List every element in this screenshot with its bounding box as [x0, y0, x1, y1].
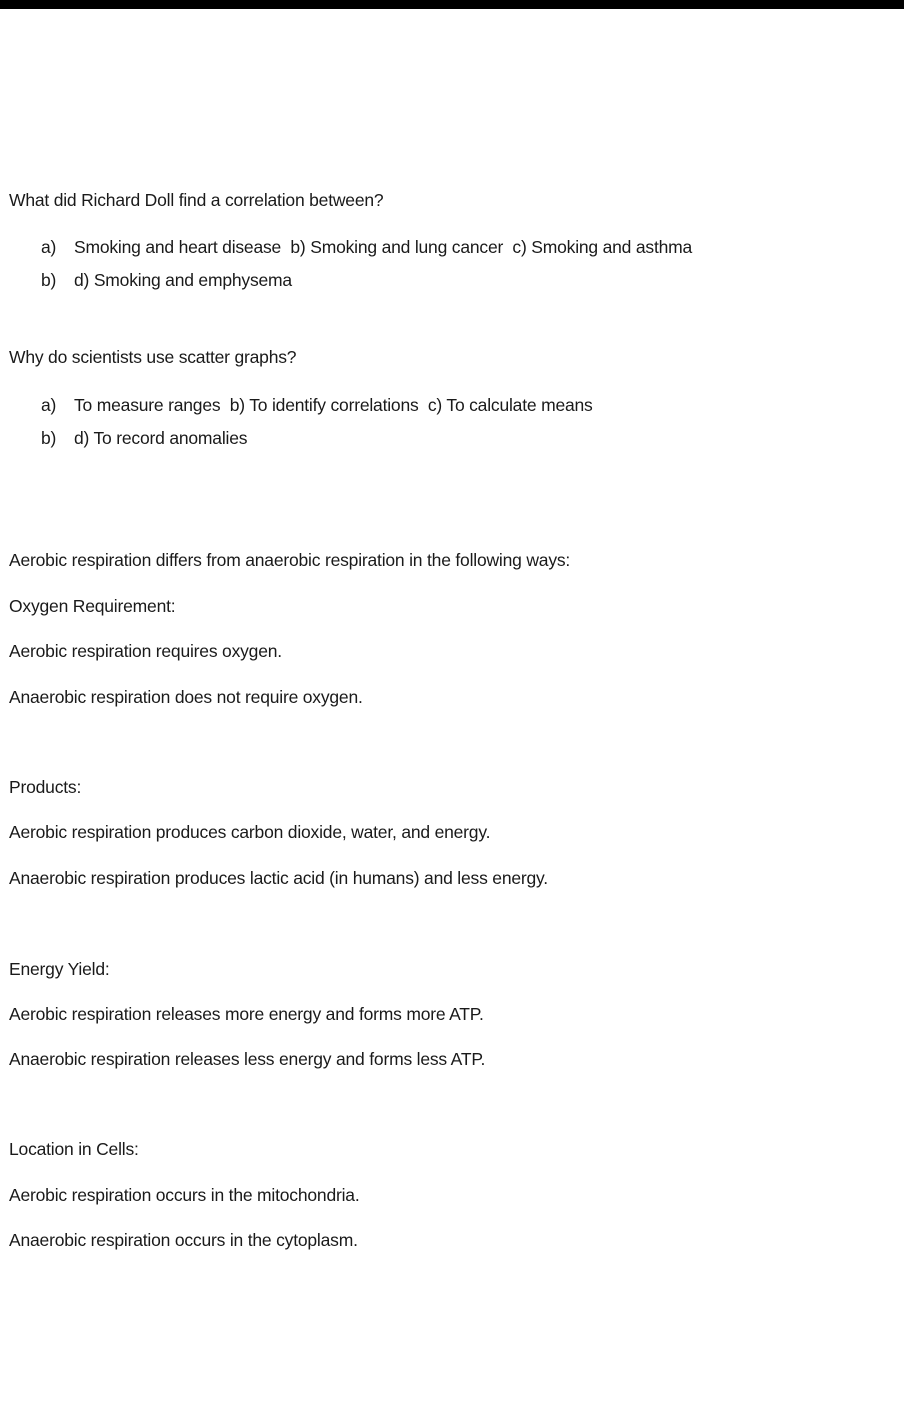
option-label: a) [41, 395, 57, 415]
anaerobic-text: Anaerobic respiration does not require oxygen. [9, 687, 363, 707]
question-2: Why do scientists use scatter graphs? [9, 347, 297, 367]
question-2-options-line-1 [41, 394, 593, 416]
aerobic-text: Aerobic respiration occurs in the mitochondria. [9, 1185, 360, 1205]
question-1: What did Richard Doll find a correlation between? [9, 190, 384, 210]
section-heading: Energy Yield: [9, 959, 110, 979]
question-2-options-line-2 [41, 427, 247, 449]
top-bar [0, 0, 904, 9]
intro-text: Aerobic respiration differs from anaerobic respiration in the following ways: [9, 550, 571, 570]
anaerobic-text: Anaerobic respiration releases less energy and forms less ATP. [9, 1049, 486, 1069]
option-label: b) [41, 428, 57, 448]
section-heading: Oxygen Requirement: [9, 596, 176, 616]
question-1-options-line-2 [41, 269, 292, 291]
question-1-options-line-1 [41, 236, 692, 258]
anaerobic-text: Anaerobic respiration occurs in the cytoplasm. [9, 1230, 358, 1250]
aerobic-text: Aerobic respiration produces carbon dioxide, water, and energy. [9, 822, 491, 842]
option-text: d) To record anomalies [74, 428, 248, 448]
option-label: b) [41, 270, 57, 290]
option-text: Smoking and heart disease b) Smoking and lung cancer c) Smoking and asthma [74, 237, 693, 257]
anaerobic-text: Anaerobic respiration produces lactic acid (in humans) and less energy. [9, 868, 548, 888]
option-label: a) [41, 237, 57, 257]
section-heading: Products: [9, 777, 82, 797]
option-text: d) Smoking and emphysema [74, 270, 292, 290]
aerobic-text: Aerobic respiration requires oxygen. [9, 641, 282, 661]
option-text: To measure ranges b) To identify correlations c) To calculate means [74, 395, 593, 415]
section-heading: Location in Cells: [9, 1139, 139, 1159]
aerobic-text: Aerobic respiration releases more energy and forms more ATP. [9, 1004, 484, 1024]
